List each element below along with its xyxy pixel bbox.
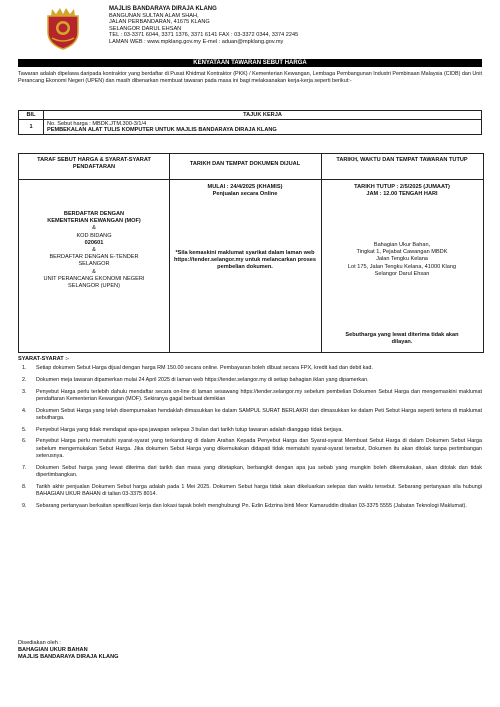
term-number: 1.: [22, 365, 27, 371]
req-line: UNIT PERANCANG EKONOMI NEGERI: [43, 275, 145, 282]
late-note-line: dilayan.: [391, 339, 413, 346]
term-item: [18, 438, 482, 460]
term-text: Penyebut Harga yang tidak mendapat apa-apa jawapan selepas 3 bulan dari tarikh tutup tawaran adalah dianggap tidak berjaya.: [36, 426, 343, 433]
sale-mode: Penjualan secara Online: [212, 191, 278, 198]
field-code: 020601: [84, 239, 104, 246]
term-item: [18, 465, 482, 479]
address-line: JALAN PERBANDARAN, 41675 KLANG: [109, 19, 210, 26]
prepared-by-label: Disediakan oleh :: [18, 640, 61, 646]
letterhead: [109, 6, 298, 46]
col-bil: BIL: [19, 111, 44, 120]
req-line: BERDAFTAR DENGAN: [63, 211, 125, 217]
council-name: MAJLIS BANDARAYA DIRAJA KLANG: [18, 654, 119, 661]
req-line: &: [92, 225, 96, 232]
quotation-reference: No. Sebut harga : MBDK.JTM.300-3/1/4: [47, 121, 147, 127]
update-profile-note: *Sila kemaskini maklumat syarikat dalam laman web https://tender.selangor.my untuk melancarkan proses pembelian dokumen.: [173, 250, 317, 271]
term-text: Penyebut Harga perlu terlebih dahulu mendaftar secara on-line di laman sesawang https://tender.selangor.my sebelum pembelian Dokumen Sebut Harga dan mengemaskini maklumat pendaftaran Kementerian Kewangan (MOF). Sekiranya gagal berbuat demikian: [36, 388, 482, 402]
address-line: Jalan Tengku Kelana: [376, 256, 428, 263]
term-item: [18, 389, 482, 403]
term-number: 5.: [22, 426, 27, 433]
header-closing: TARIKH, WAKTU DAN TEMPAT TAWARAN TUTUP: [336, 157, 468, 163]
late-submission-note: [325, 332, 479, 346]
term-item: [18, 377, 482, 384]
term-item: [18, 484, 482, 498]
closing-time: JAM : 12.00 TENGAH HARI: [366, 191, 438, 198]
req-line: KEMENTERIAN KEWANGAN (MOF): [47, 218, 141, 225]
prepared-by: [18, 640, 119, 662]
term-number: 8.: [22, 483, 27, 490]
term-item: [18, 365, 482, 372]
address-line: Bahagian Ukur Bahan,: [373, 242, 431, 248]
intro-paragraph: Tawaran adalah dipelawa daripada kontraktor yang berdaftar di Pusat Khidmat Kontraktor (PKK) / Kementerian Kewangan, Lembaga Pembangunan Industri Pembinaan Malaysia (CIDB) dan Unit Perancang Ekonomi Negeri (UPEN) dan masih dibenarkan membuat tawaran pada masa ini bagi melaksanakan kerja-kerja seperti berikut:-: [18, 71, 482, 85]
address-line: Selangor Darul Ehsan: [374, 270, 430, 277]
req-line: SELANGOR: [78, 261, 110, 268]
late-note-line: Sebutharga yang lewat diterima tidak akan: [345, 332, 459, 338]
req-line: &: [92, 268, 96, 275]
term-text: Sebarang pertanyaan berkaitan spesifikasi kerja dan lokasi tapak boleh menghubungi Pn. Ezlin Edzrina binti Meor Kamaruddin ditalian 03-3375 5555 (Jabatan Teknologi Maklumat).: [36, 502, 467, 509]
header-registration: TARAF SEBUT HARGA & SYARAT-SYARAT PENDAFTARAN: [37, 157, 151, 170]
phone-fax: TEL : 03-3371 6044, 3371 1376, 3371 6141 FAX : 03-3372 0344, 3374 2245: [109, 32, 299, 39]
term-number: 7.: [22, 464, 27, 471]
col-tajuk-kerja: TAJUK KERJA: [44, 111, 482, 120]
term-text: Tarikh akhir penjualan Dokumen Sebut harga adalah pada 1 Mei 2025. Dokumen Sebut harga tidak akan dikeluarkan selepas dan waktu tersebut. Sebarang pertanyaan sila hubungi BAHAGIAN UKUR BAHAN di talian 03-3375 8014.: [36, 483, 482, 497]
submission-address: [325, 242, 479, 278]
term-text: Penyebut Harga perlu mematuhi syarat-syarat yang terkandung di dalam Arahan Kepada Penyebut Harga dan Syarat-syarat Membuat Sebut Harga di dalam Dokumen Sebut Harga sebelum mengemukakan Sebut Harga. Jika dokumen Sebut Harga yang dikemukakan didapati tidak mematuhi syarat-syarat tersebut, Dokumen itu akan ditolak tanpa pertimbangan seterusnya.: [36, 438, 482, 459]
term-text: Setiap dokumen Sebut Harga dijual dengan harga RM 150.00 secara online. Pembayaran boleh dibuat secara FPX, kredit kad dan debit kad.: [36, 365, 373, 371]
terms-list: [18, 365, 482, 510]
quotation-details-table: [18, 153, 484, 353]
term-number: 6.: [22, 438, 27, 445]
term-text: Dokumen Sebut Harga yang telah disempurnakan hendaklah dimasukkan ke dalam SAMPUL SURAT BERLAKRI dan dimasukkan ke dalam Peti Sebut Harga seperti tertera di maklumat sebutharga.: [36, 407, 482, 421]
terms-title: SYARAT-SYARAT :-: [18, 356, 69, 362]
address-line: BANGUNAN SULTAN ALAM SHAH,: [109, 12, 199, 19]
term-number: 9.: [22, 502, 27, 509]
term-item: [18, 503, 482, 510]
term-number: 3.: [22, 388, 27, 395]
term-item: [18, 408, 482, 422]
org-name: MAJLIS BANDARAYA DIRAJA KLANG: [109, 6, 217, 12]
term-text: Dokumen meja tawaran dipamerkan mulai 24 April 2025 di laman web https://tender.selangor.my di setiap bahagian iklan yang dipamerkan.: [36, 376, 369, 383]
work-title: PEMBEKALAN ALAT TULIS KOMPUTER UNTUK MAJLIS BANDARAYA DIRAJA KLANG: [47, 127, 277, 133]
sale-start-date: MULAI : 24/4/2025 (KHAMIS): [207, 184, 283, 190]
term-number: 4.: [22, 407, 27, 414]
address-line: Tingkat 1, Pejabat Cawangan MBDK: [356, 249, 448, 256]
term-item: [18, 427, 482, 434]
req-line: &: [92, 247, 96, 254]
req-line: BERDAFTAR DENGAN E-TENDER: [49, 254, 139, 261]
work-title-cell: [44, 120, 482, 135]
term-number: 2.: [22, 376, 27, 383]
req-line: KOD BIDANG: [76, 232, 112, 239]
work-title-table: [18, 110, 482, 135]
department-name: BAHAGIAN UKUR BAHAN: [18, 647, 88, 654]
sale-date: [173, 184, 317, 198]
term-text: Dokumen Sebut harga yang lewat diterima dari tarikh dan masa yang ditetapkan, berbangkit dengan apa jua sebab yang mungkin boleh dikemukakan, akan ditolak dan tidak dipertimbangkan.: [36, 464, 482, 478]
closing-datetime: [325, 184, 479, 198]
terms-section: [18, 356, 482, 514]
header-document-sale: TARIKH DAN TEMPAT DOKUMEN DIJUAL: [189, 161, 301, 167]
closing-date: TARIKH TUTUP : 2/5/2025 (JUMAAT): [354, 184, 450, 190]
address-line: SELANGOR DARUL EHSAN: [109, 25, 182, 32]
registration-requirements: [23, 211, 165, 290]
address-line: Lot 175, Jalan Tengku Kelana, 41000 Klang: [347, 263, 457, 270]
mbdk-crest-logo: [44, 6, 82, 50]
notice-title-banner: KENYATAAN TAWARAN SEBUT HARGA: [18, 59, 482, 67]
req-line: SELANGOR (UPEN): [68, 283, 120, 290]
row-number: 1: [19, 120, 44, 135]
web-email: LAMAN WEB : www.mpklang.gov.my E-mel : aduan@mpklang.gov.my: [109, 38, 284, 45]
